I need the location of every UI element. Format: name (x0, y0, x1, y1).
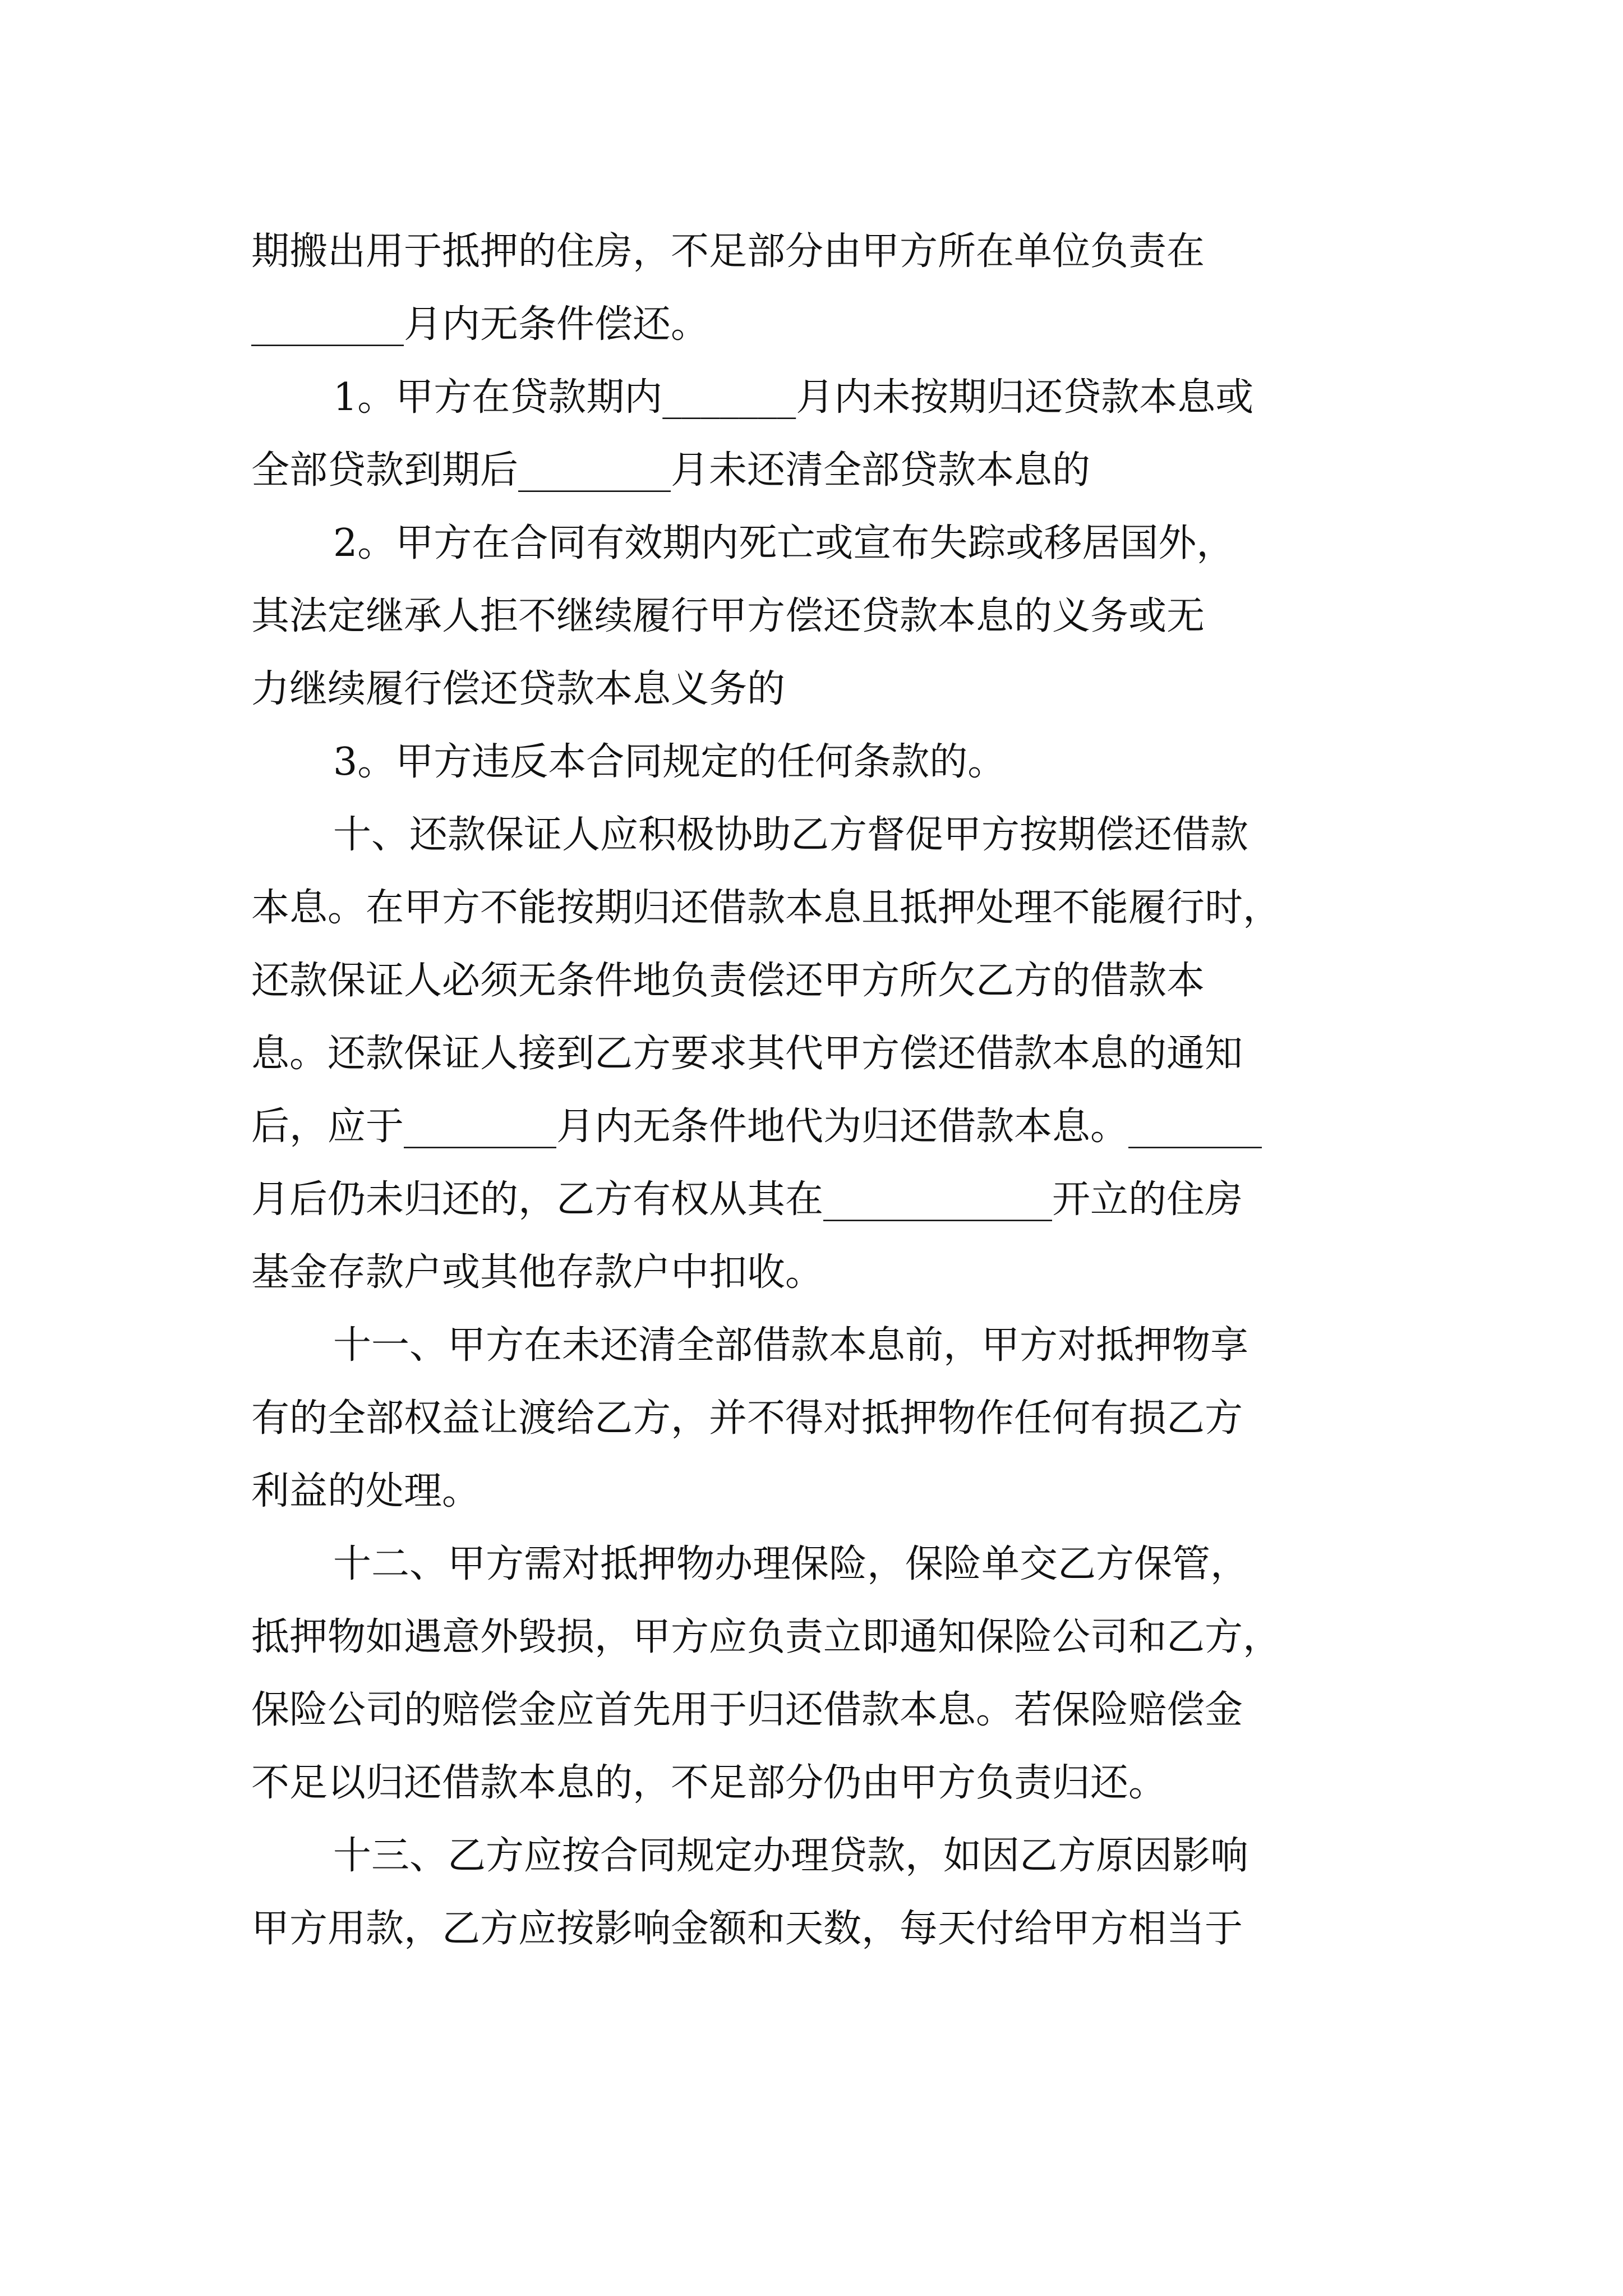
text-line: 月后仍未归还的，乙方有权从其在____________开立的住房 (251, 1177, 1243, 1222)
text-line: ________月内无条件偿还。 (251, 302, 709, 347)
text-line: 还款保证人必须无条件地负责偿还甲方所欠乙方的借款本 (251, 959, 1205, 1003)
text-line: 甲方用款，乙方应按影响金额和天数，每天付给甲方相当于 (251, 1907, 1243, 1951)
article-13: 十三、乙方应按合同规定办理贷款，如因乙方原因影响 (333, 1834, 1249, 1878)
clause-3: 3。甲方违反本合同规定的任何条款的。 (333, 740, 1006, 784)
text-line: 利益的处理。 (251, 1469, 481, 1513)
text-line: 保险公司的赔偿金应首先用于归还借款本息。若保险赔偿金 (251, 1688, 1243, 1732)
text-line: 力继续履行偿还贷款本息义务的 (251, 667, 786, 711)
text-line: 后，应于________月内无条件地代为归还借款本息。_______ (251, 1105, 1262, 1149)
text-line: 息。还款保证人接到乙方要求其代甲方偿还借款本息的通知 (251, 1032, 1243, 1076)
text-line: 全部贷款到期后________月未还清全部贷款本息的 (251, 448, 1091, 493)
text-line: 有的全部权益让渡给乙方，并不得对抵押物作任何有损乙方 (251, 1396, 1243, 1441)
text-line: 抵押物如遇意外毁损，甲方应负责立即通知保险公司和乙方， (251, 1615, 1281, 1659)
article-10: 十、还款保证人应积极协助乙方督促甲方按期偿还借款 (333, 813, 1249, 857)
text-line: 期搬出用于抵押的住房，不足部分由甲方所在单位负责在 (251, 229, 1205, 274)
text-line: 本息。在甲方不能按期归还借款本息且抵押处理不能履行时， (251, 886, 1281, 930)
article-11: 十一、甲方在未还清全部借款本息前，甲方对抵押物享 (333, 1323, 1249, 1368)
article-12: 十二、甲方需对抵押物办理保险，保险单交乙方保管， (333, 1542, 1249, 1586)
text-line: 基金存款户或其他存款户中扣收。 (251, 1250, 824, 1295)
clause-2: 2。甲方在合同有效期内死亡或宣布失踪或移居国外， (333, 521, 1235, 565)
text-line: 其法定继承人拒不继续履行甲方偿还贷款本息的义务或无 (251, 594, 1205, 638)
text-line: 不足以归还借款本息的，不足部分仍由甲方负责归还。 (251, 1761, 1167, 1805)
clause-1: 1。甲方在贷款期内_______月内未按期归还贷款本息或 (333, 375, 1254, 420)
document-page (251, 215, 1384, 1966)
